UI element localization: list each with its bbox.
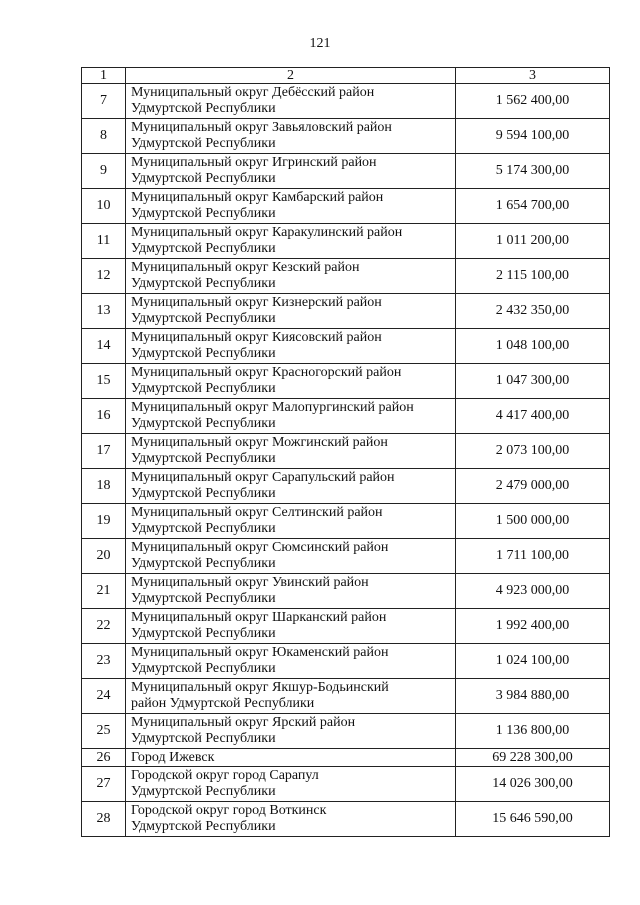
municipality-name-line: Удмуртской Республики bbox=[131, 206, 276, 221]
table-header-row bbox=[82, 68, 610, 84]
municipality-name-line: Удмуртской Республики bbox=[131, 556, 276, 571]
row-number: 11 bbox=[82, 224, 126, 259]
table-row bbox=[82, 84, 610, 119]
table-row bbox=[82, 767, 610, 802]
municipality-name-line: Удмуртской Республики bbox=[131, 311, 276, 326]
municipality-name-line: Удмуртской Республики bbox=[131, 591, 276, 606]
municipality-name-line: Удмуртской Республики bbox=[131, 626, 276, 641]
table-row bbox=[82, 714, 610, 749]
municipality-name-line: Удмуртской Республики bbox=[131, 416, 276, 431]
municipality-name bbox=[126, 224, 456, 259]
table-row bbox=[82, 259, 610, 294]
municipality-name-line: Удмуртской Республики bbox=[131, 731, 276, 746]
municipality-name bbox=[126, 399, 456, 434]
table-row bbox=[82, 154, 610, 189]
municipality-name-line: Муниципальный округ Кизнерский район bbox=[131, 295, 382, 310]
amount: 1 048 100,00 bbox=[456, 329, 610, 364]
municipality-name-line: Муниципальный округ Юкаменский район bbox=[131, 645, 389, 660]
municipality-name bbox=[126, 714, 456, 749]
row-number: 7 bbox=[82, 84, 126, 119]
table-row bbox=[82, 802, 610, 837]
municipality-name bbox=[126, 679, 456, 714]
row-number: 24 bbox=[82, 679, 126, 714]
municipality-name bbox=[126, 259, 456, 294]
amount: 2 432 350,00 bbox=[456, 294, 610, 329]
amount: 1 011 200,00 bbox=[456, 224, 610, 259]
amount: 1 654 700,00 bbox=[456, 189, 610, 224]
municipality-name-line: Удмуртской Республики bbox=[131, 136, 276, 151]
municipality-name-line: район Удмуртской Республики bbox=[131, 696, 315, 711]
municipality-name-line: Удмуртской Республики bbox=[131, 819, 276, 834]
table-row bbox=[82, 364, 610, 399]
municipality-name bbox=[126, 294, 456, 329]
amount: 1 500 000,00 bbox=[456, 504, 610, 539]
municipality-name-line: Удмуртской Республики bbox=[131, 276, 276, 291]
row-number: 18 bbox=[82, 469, 126, 504]
municipality-name-line: Муниципальный округ Завьяловский район bbox=[131, 120, 392, 135]
municipality-name bbox=[126, 749, 456, 767]
municipality-name-line: Удмуртской Республики bbox=[131, 346, 276, 361]
table-row bbox=[82, 504, 610, 539]
amount: 4 923 000,00 bbox=[456, 574, 610, 609]
amount: 4 417 400,00 bbox=[456, 399, 610, 434]
amount: 15 646 590,00 bbox=[456, 802, 610, 837]
municipality-name-line: Муниципальный округ Каракулинский район bbox=[131, 225, 403, 240]
municipality-name-line: Городской округ город Сарапул bbox=[131, 768, 319, 783]
amount: 14 026 300,00 bbox=[456, 767, 610, 802]
municipality-name bbox=[126, 469, 456, 504]
row-number: 13 bbox=[82, 294, 126, 329]
row-number: 8 bbox=[82, 119, 126, 154]
municipality-name-line: Муниципальный округ Шарканский район bbox=[131, 610, 387, 625]
row-number: 20 bbox=[82, 539, 126, 574]
row-number: 16 bbox=[82, 399, 126, 434]
amount: 1 562 400,00 bbox=[456, 84, 610, 119]
municipality-name-line: Муниципальный округ Сарапульский район bbox=[131, 470, 395, 485]
municipality-name-line: Муниципальный округ Можгинский район bbox=[131, 435, 388, 450]
amount: 1 047 300,00 bbox=[456, 364, 610, 399]
municipality-name bbox=[126, 119, 456, 154]
row-number: 9 bbox=[82, 154, 126, 189]
municipality-name bbox=[126, 767, 456, 802]
municipality-name-line: Муниципальный округ Кезский район bbox=[131, 260, 360, 275]
amount: 1 711 100,00 bbox=[456, 539, 610, 574]
row-number: 26 bbox=[82, 749, 126, 767]
table-row bbox=[82, 609, 610, 644]
municipality-name bbox=[126, 84, 456, 119]
amount: 3 984 880,00 bbox=[456, 679, 610, 714]
municipality-name bbox=[126, 644, 456, 679]
municipality-name-line: Муниципальный округ Красногорский район bbox=[131, 365, 402, 380]
amount: 1 136 800,00 bbox=[456, 714, 610, 749]
municipality-name-line: Удмуртской Республики bbox=[131, 486, 276, 501]
row-number: 22 bbox=[82, 609, 126, 644]
row-number: 21 bbox=[82, 574, 126, 609]
amount: 1 024 100,00 bbox=[456, 644, 610, 679]
municipality-name bbox=[126, 154, 456, 189]
row-number: 27 bbox=[82, 767, 126, 802]
municipality-name bbox=[126, 329, 456, 364]
municipality-name bbox=[126, 802, 456, 837]
table-row bbox=[82, 469, 610, 504]
municipality-name-line: Удмуртской Республики bbox=[131, 661, 276, 676]
row-number: 19 bbox=[82, 504, 126, 539]
municipality-name bbox=[126, 189, 456, 224]
municipality-name-line: Муниципальный округ Камбарский район bbox=[131, 190, 384, 205]
municipality-name-line: Муниципальный округ Сюмсинский район bbox=[131, 540, 389, 555]
municipality-name-line: Удмуртской Республики bbox=[131, 171, 276, 186]
municipality-name-line: Муниципальный округ Малопургинский район bbox=[131, 400, 414, 415]
table-row bbox=[82, 749, 610, 767]
row-number: 23 bbox=[82, 644, 126, 679]
table-row bbox=[82, 574, 610, 609]
header-col-1: 1 bbox=[82, 68, 126, 84]
table-row bbox=[82, 294, 610, 329]
municipality-name-line: Удмуртской Республики bbox=[131, 784, 276, 799]
table-row bbox=[82, 644, 610, 679]
amount: 9 594 100,00 bbox=[456, 119, 610, 154]
amount: 69 228 300,00 bbox=[456, 749, 610, 767]
municipality-name bbox=[126, 539, 456, 574]
table-row bbox=[82, 434, 610, 469]
municipality-name-line: Муниципальный округ Увинский район bbox=[131, 575, 369, 590]
amount: 2 073 100,00 bbox=[456, 434, 610, 469]
municipality-name-line: Муниципальный округ Игринский район bbox=[131, 155, 377, 170]
municipality-name-line: Муниципальный округ Якшур-Бодьинский bbox=[131, 680, 389, 695]
table-row bbox=[82, 119, 610, 154]
header-col-2: 2 bbox=[126, 68, 456, 84]
row-number: 25 bbox=[82, 714, 126, 749]
municipality-name-line: Удмуртской Республики bbox=[131, 241, 276, 256]
municipality-name-line: Удмуртской Республики bbox=[131, 451, 276, 466]
amount: 2 479 000,00 bbox=[456, 469, 610, 504]
amount: 5 174 300,00 bbox=[456, 154, 610, 189]
amount: 2 115 100,00 bbox=[456, 259, 610, 294]
page-number: 121 bbox=[309, 36, 331, 51]
row-number: 12 bbox=[82, 259, 126, 294]
municipality-name bbox=[126, 504, 456, 539]
amount: 1 992 400,00 bbox=[456, 609, 610, 644]
municipality-name-line: Муниципальный округ Ярский район bbox=[131, 715, 356, 730]
row-number: 15 bbox=[82, 364, 126, 399]
table-row bbox=[82, 224, 610, 259]
row-number: 17 bbox=[82, 434, 126, 469]
table-row bbox=[82, 329, 610, 364]
municipality-name bbox=[126, 434, 456, 469]
municipality-name-line: Муниципальный округ Селтинский район bbox=[131, 505, 383, 520]
table-row bbox=[82, 679, 610, 714]
municipality-name bbox=[126, 609, 456, 644]
municipality-name-line: Удмуртской Республики bbox=[131, 381, 276, 396]
row-number: 28 bbox=[82, 802, 126, 837]
table-row bbox=[82, 189, 610, 224]
municipality-name-line: Город Ижевск bbox=[131, 749, 215, 765]
municipality-name-line: Муниципальный округ Дебёсский район bbox=[131, 85, 375, 100]
row-number: 10 bbox=[82, 189, 126, 224]
table-row bbox=[82, 539, 610, 574]
table-row bbox=[82, 399, 610, 434]
municipality-name-line: Муниципальный округ Киясовский район bbox=[131, 330, 382, 345]
municipality-name bbox=[126, 364, 456, 399]
municipality-name bbox=[126, 574, 456, 609]
municipality-name-line: Удмуртской Республики bbox=[131, 101, 276, 116]
municipality-name-line: Удмуртской Республики bbox=[131, 521, 276, 536]
allocation-table bbox=[81, 67, 610, 837]
header-col-3: 3 bbox=[456, 68, 610, 84]
row-number: 14 bbox=[82, 329, 126, 364]
municipality-name-line: Городской округ город Воткинск bbox=[131, 803, 327, 818]
